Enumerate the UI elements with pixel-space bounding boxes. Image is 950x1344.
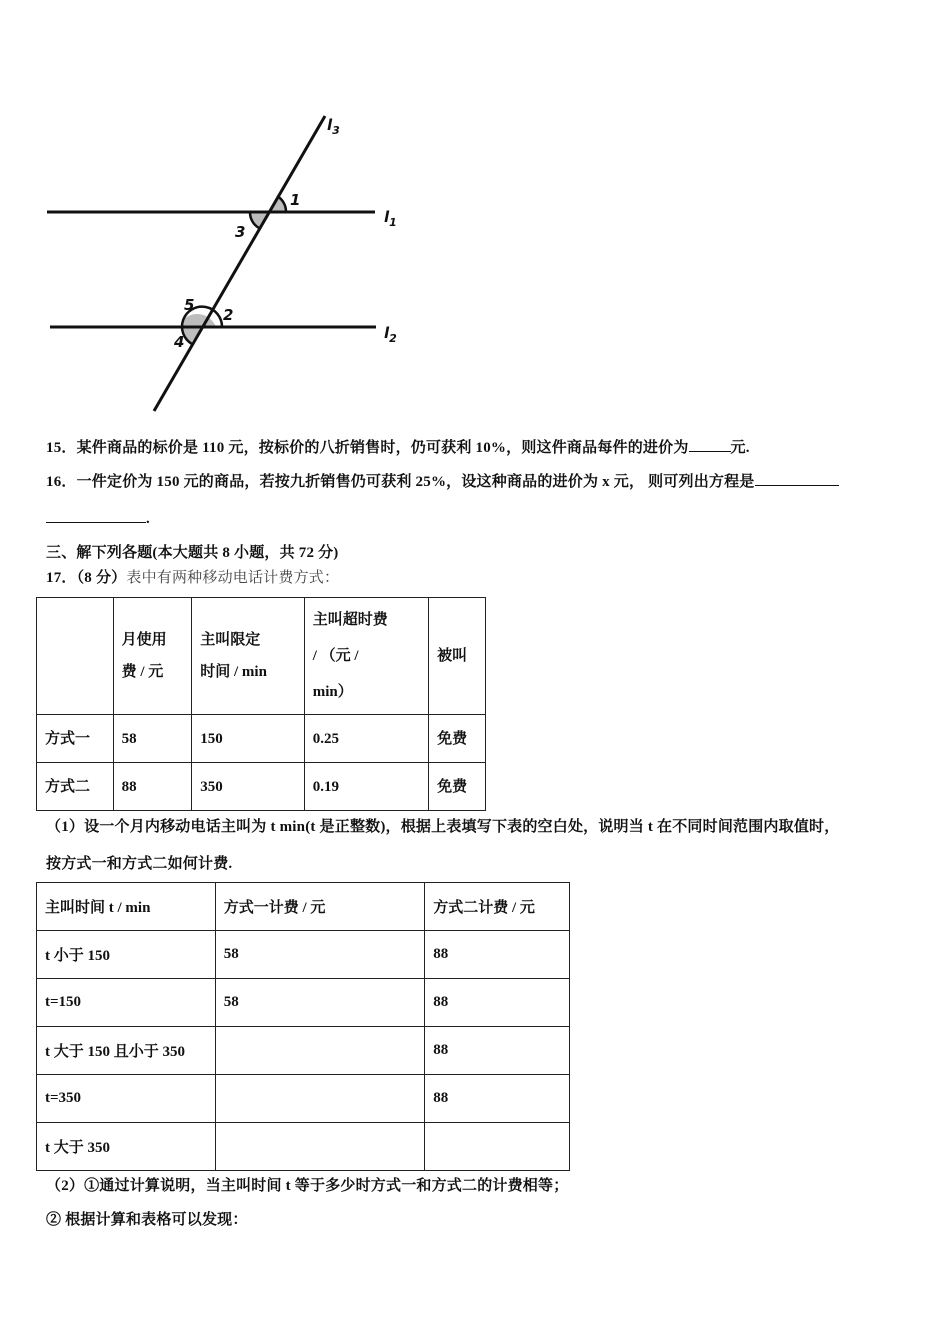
angle-3-label: 3 [235,223,246,241]
answer-blank-16a[interactable] [755,471,839,486]
table-cell: 88 [113,763,192,811]
table-row [37,1123,570,1171]
section-3-heading: 三、解下列各题(本大题共 8 小题，共 72 分) [46,545,339,561]
table-header-row [37,598,486,715]
table-header-cell: 主叫时间 t / min [37,883,216,931]
billing-plans-table [36,597,486,811]
table-cell: 方式二 [37,763,114,811]
angle-4-label: 4 [174,333,185,351]
table-cell: 88 [425,979,570,1027]
table-cell: 88 [425,1027,570,1075]
label-l1: $l_1$ [384,208,397,229]
table-row [37,1027,570,1075]
angle-2-label: 2 [223,306,234,324]
table-header-cell [192,598,304,715]
table-header-cell: 方式二计费 / 元 [425,883,570,931]
table-cell: 150 [192,715,304,763]
table-cell-blank[interactable] [215,1123,425,1171]
table-cell: t 小于 150 [37,931,216,979]
question-16-suffix: . [146,511,150,527]
table-row [37,979,570,1027]
header-line: 被叫 [437,648,468,664]
part-2-line-1: （2）①通过计算说明，当主叫时间 t 等于多少时方式一和方式二的计费相等； [46,1178,569,1194]
table-cell: 免费 [429,763,486,811]
part-1-line-2: 按方式一和方式二如何计费. [46,856,233,872]
header-line: 时间 / min [200,664,267,680]
table-cell: 88 [425,931,570,979]
question-17-number: 17． [46,570,77,586]
question-17-text: 表中有两种移动电话计费方式： [126,570,340,586]
table-cell-blank[interactable] [215,1027,425,1075]
table-row [37,931,570,979]
answer-blank-16b[interactable] [46,508,146,523]
question-16 [46,470,839,491]
table-cell: 方式一 [37,715,114,763]
table-header-cell [113,598,192,715]
table-header-cell [37,598,114,715]
header-line: min） [312,684,353,700]
table-cell: t 大于 150 且小于 350 [37,1027,216,1075]
label-l2: $l_2$ [384,324,397,345]
parallel-lines-diagram [30,100,430,420]
header-line: 费 / 元 [121,664,164,680]
angle-5-label: 5 [184,296,195,314]
question-17 [46,566,339,587]
question-16-text: 16．一件定价为 150 元的商品，若按九折销售仍可获利 25%，设这种商品的进价为 x 元， 则可列出方程是 [46,474,755,490]
billing-comparison-table [36,882,570,1171]
table-header-row [37,883,570,931]
angle-1-label: 1 [290,191,301,209]
header-line: 主叫限定 [200,632,261,648]
table-cell: 58 [113,715,192,763]
table-cell: t 大于 350 [37,1123,216,1171]
table-cell: 0.25 [304,715,428,763]
table-header-cell: 方式一计费 / 元 [215,883,425,931]
table-cell: 免费 [429,715,486,763]
table-cell: 58 [215,979,425,1027]
question-17-points: （8 分） [76,570,127,586]
table-cell: t=350 [37,1075,216,1123]
header-line: / （元 / [312,648,359,664]
table-header-cell [429,598,486,715]
question-15-text: 15．某件商品的标价是 110 元，按标价的八折销售时，仍可获利 10%，则这件商品每件的进价为 [46,440,689,456]
table-row [37,1075,570,1123]
table-cell-blank[interactable] [215,1075,425,1123]
table-cell: 350 [192,763,304,811]
question-15 [46,436,750,457]
label-l3: $l_3$ [327,116,340,137]
question-16-continuation [46,508,150,528]
table-header-cell [304,598,428,715]
table-cell: t=150 [37,979,216,1027]
answer-blank-15[interactable] [689,437,731,452]
table-row [37,715,486,763]
table-cell: 58 [215,931,425,979]
part-1-line-1: （1）设一个月内移动电话主叫为 t min(t 是正整数)，根据上表填写下表的空白处，说明当 t 在不同时间范围内取值时， [46,819,840,835]
table-cell-blank[interactable] [425,1123,570,1171]
parallel-lines-figure [30,100,430,420]
header-line: 主叫超时费 [312,612,388,628]
part-2-line-2: ② 根据计算和表格可以发现： [46,1212,248,1228]
table-row [37,763,486,811]
table-cell: 0.19 [304,763,428,811]
question-15-suffix: 元. [730,440,750,456]
header-line: 月使用 [121,632,167,648]
table-cell: 88 [425,1075,570,1123]
